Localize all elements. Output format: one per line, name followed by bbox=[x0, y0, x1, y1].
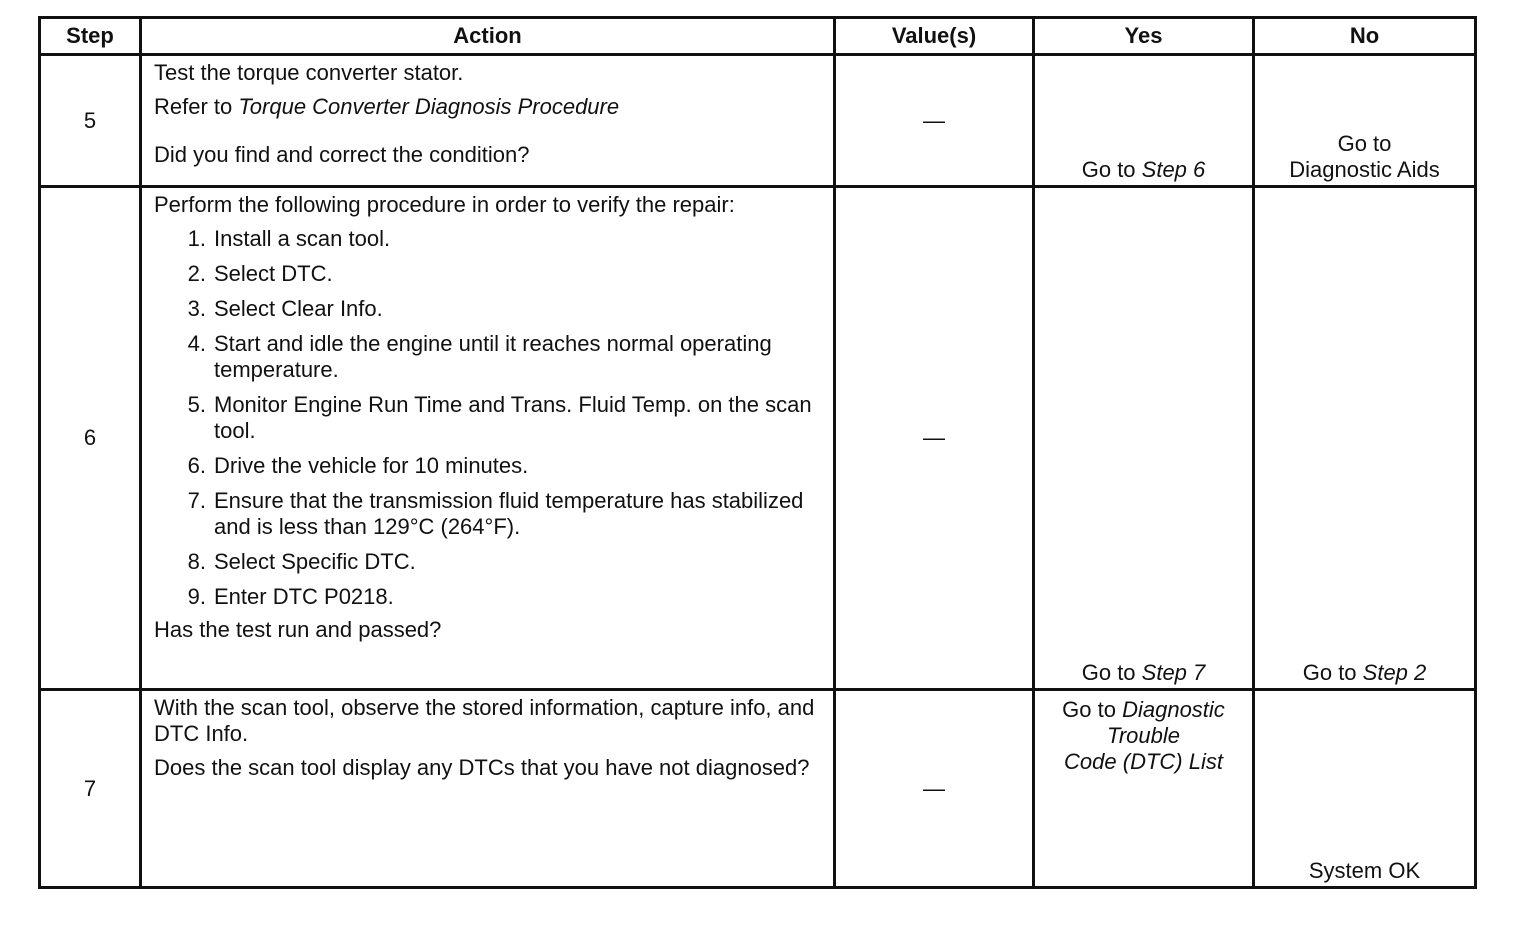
procedure-step-text: Install a scan tool. bbox=[214, 226, 391, 251]
procedure-step-number: 7. bbox=[187, 488, 206, 513]
no-cell bbox=[1254, 187, 1476, 690]
procedure-step-number: 2. bbox=[187, 261, 206, 286]
yes-link[interactable]: Go to Step 7 bbox=[1081, 660, 1206, 685]
step-number: 7 bbox=[40, 690, 141, 888]
procedure-step bbox=[178, 549, 823, 575]
header-step: Step bbox=[40, 18, 141, 55]
procedure-step-text: Select Specific DTC. bbox=[214, 549, 416, 574]
procedure-step-text: Monitor Engine Run Time and Trans. Fluid Temp. on the scan tool. bbox=[214, 392, 812, 443]
yes-cell bbox=[1034, 690, 1254, 888]
action-question: Did you find and correct the condition? bbox=[154, 142, 530, 167]
header-action: Action bbox=[141, 18, 835, 55]
procedure-step bbox=[178, 261, 823, 287]
procedure-step bbox=[178, 331, 823, 383]
no-link[interactable]: Go to Step 2 bbox=[1302, 660, 1427, 685]
yes-link[interactable]: Go to Step 6 bbox=[1081, 157, 1206, 182]
procedure-step-text: Drive the vehicle for 10 minutes. bbox=[214, 453, 529, 478]
value-cell: — bbox=[835, 55, 1034, 187]
procedure-step bbox=[178, 584, 823, 610]
header-values: Value(s) bbox=[835, 18, 1034, 55]
table-row-step-7 bbox=[40, 690, 1476, 888]
step-number: 6 bbox=[40, 187, 141, 690]
action-cell bbox=[141, 187, 835, 690]
no-link[interactable]: Go to Diagnostic Aids bbox=[1289, 131, 1440, 182]
action-question: Does the scan tool display any DTCs that you have not diagnosed? bbox=[154, 755, 810, 780]
no-cell bbox=[1254, 690, 1476, 888]
header-no: No bbox=[1254, 18, 1476, 55]
table-row-step-5 bbox=[40, 55, 1476, 187]
yes-link[interactable]: Go to Diagnostic Trouble Code (DTC) List bbox=[1062, 697, 1225, 774]
procedure-step bbox=[178, 488, 823, 540]
table-row-step-6 bbox=[40, 187, 1476, 690]
action-reference: Refer to Torque Converter Diagnosis Procedure bbox=[154, 94, 620, 119]
value-cell: — bbox=[835, 690, 1034, 888]
procedure-list bbox=[154, 226, 823, 610]
action-text: With the scan tool, observe the stored information, capture info, and DTC Info. bbox=[154, 695, 815, 746]
procedure-step-number: 9. bbox=[187, 584, 206, 609]
no-cell bbox=[1254, 55, 1476, 187]
action-text: Perform the following procedure in order to verify the repair: bbox=[154, 192, 735, 217]
procedure-step-number: 5. bbox=[187, 392, 206, 417]
action-text: Test the torque converter stator. bbox=[154, 60, 464, 85]
procedure-step bbox=[178, 453, 823, 479]
procedure-step bbox=[178, 226, 823, 252]
procedure-step-text: Select Clear Info. bbox=[214, 296, 383, 321]
yes-cell bbox=[1034, 187, 1254, 690]
procedure-step-text: Ensure that the transmission fluid temperature has stabilized and is less than 129°C (264°F). bbox=[214, 488, 804, 539]
procedure-step-number: 4. bbox=[187, 331, 206, 356]
procedure-step-text: Enter DTC P0218. bbox=[214, 584, 394, 609]
procedure-step-text: Select DTC. bbox=[214, 261, 333, 286]
value-cell: — bbox=[835, 187, 1034, 690]
step-number: 5 bbox=[40, 55, 141, 187]
diagnostic-table bbox=[38, 16, 1477, 889]
procedure-step-number: 6. bbox=[187, 453, 206, 478]
action-cell bbox=[141, 690, 835, 888]
action-question: Has the test run and passed? bbox=[154, 617, 442, 642]
procedure-step-number: 3. bbox=[187, 296, 206, 321]
header-row bbox=[40, 18, 1476, 55]
yes-cell bbox=[1034, 55, 1254, 187]
procedure-step bbox=[178, 296, 823, 322]
procedure-step-number: 1. bbox=[187, 226, 206, 251]
action-cell bbox=[141, 55, 835, 187]
procedure-step-number: 8. bbox=[187, 549, 206, 574]
procedure-step bbox=[178, 392, 823, 444]
header-yes: Yes bbox=[1034, 18, 1254, 55]
procedure-step-text: Start and idle the engine until it reaches normal operating temperature. bbox=[214, 331, 772, 382]
no-result: System OK bbox=[1308, 858, 1421, 883]
